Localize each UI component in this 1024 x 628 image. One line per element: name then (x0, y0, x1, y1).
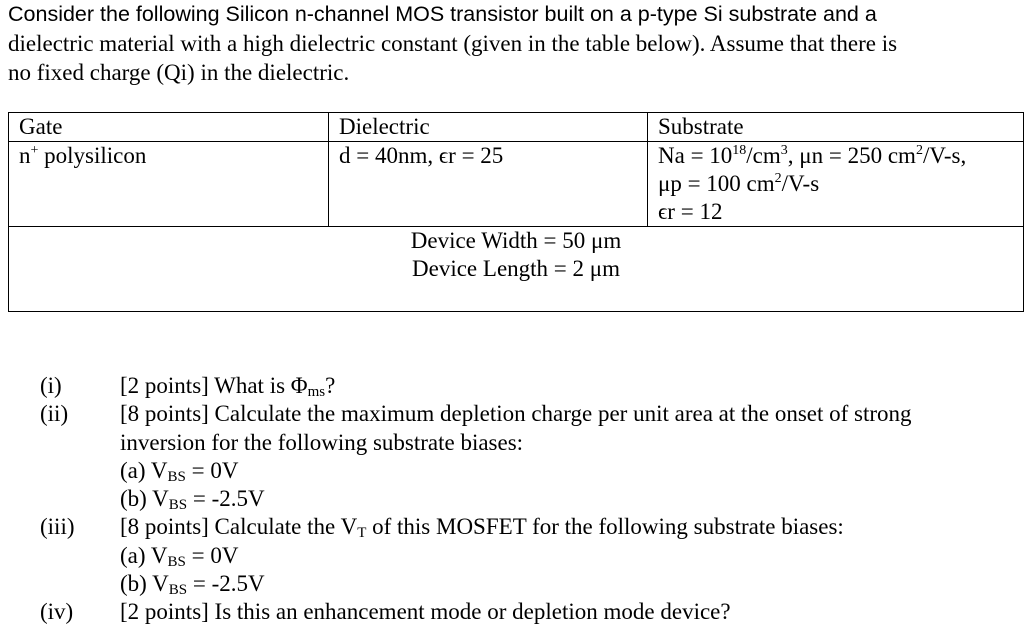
question-number: (i) (40, 373, 62, 398)
substrate-permittivity: ϵr = 12 (658, 199, 723, 224)
bias-option-b: (b) $V_{BS} = -2.5V$ (120, 571, 265, 599)
bias-option-a: (a) $V_{BS} = 0V$ (120, 457, 239, 485)
gate-value: n+ polysilicon (9, 142, 329, 227)
question-number: (ii) (40, 401, 69, 427)
question-number: (iv) (40, 599, 74, 625)
question-iv (40, 598, 912, 626)
intro-line-1: Consider the following Silicon n-channel MOS transistor built on a p-type Si substrate and a (8, 2, 877, 26)
bias-option-a: (a) $V_{BS} = 0V$ (120, 542, 239, 570)
substrate-hole-mobility: μp = 100 $cm^2/V-s$ (658, 171, 820, 196)
dielectric-value: d = 40nm, ϵr = 25 (329, 142, 648, 227)
question-i (40, 372, 912, 400)
intro-line-2: dielectric material with a high dielectric constant (given in the table below). Assume that there is (8, 31, 898, 56)
problem-intro (8, 0, 1018, 87)
question-text: [2 points] What is $\Phi_{ms}$? (120, 373, 336, 400)
intro-line-3: no fixed charge (Qi) in the dielectric. (8, 60, 350, 85)
table-dimensions-row (9, 227, 1024, 312)
question-text: [2 points] Is this an enhancement mode or depletion mode device? (120, 599, 731, 625)
bias-option-b: (b) $V_{BS} = -2.5V$ (120, 486, 265, 514)
question-list (40, 372, 912, 627)
substrate-doping-mobility: $Na = 10^{18}/cm^3$, μn = 250 $cm^2/V-s$, (658, 143, 967, 168)
header-substrate: Substrate (648, 113, 1024, 142)
question-text: [8 points] Calculate the $V_T$ of this MOSFET for the following substrate biases: (a) $V_{BS} = 0V$ (b) $V_{BS} = -2.5V$ (120, 513, 912, 598)
device-width: Device Width = 50 μm (410, 228, 622, 253)
device-dimensions (9, 227, 1024, 312)
table-header-row (9, 113, 1024, 142)
table-values-row (9, 142, 1024, 227)
header-gate: Gate (9, 113, 329, 142)
question-ii (40, 400, 912, 513)
question-number: (iii) (40, 514, 75, 540)
question-text: [8 points] Calculate the maximum depletion charge per unit area at the onset of strong inversion for the following substrate biases: (a) $V_{BS} = 0V$ (b) $V_{BS} = -2.5V$ (120, 401, 912, 514)
device-length: Device Length = 2 μm (412, 256, 620, 281)
question-iii (40, 513, 912, 598)
substrate-value (648, 142, 1024, 227)
device-parameters-table (8, 112, 1024, 312)
header-dielectric: Dielectric (329, 113, 648, 142)
